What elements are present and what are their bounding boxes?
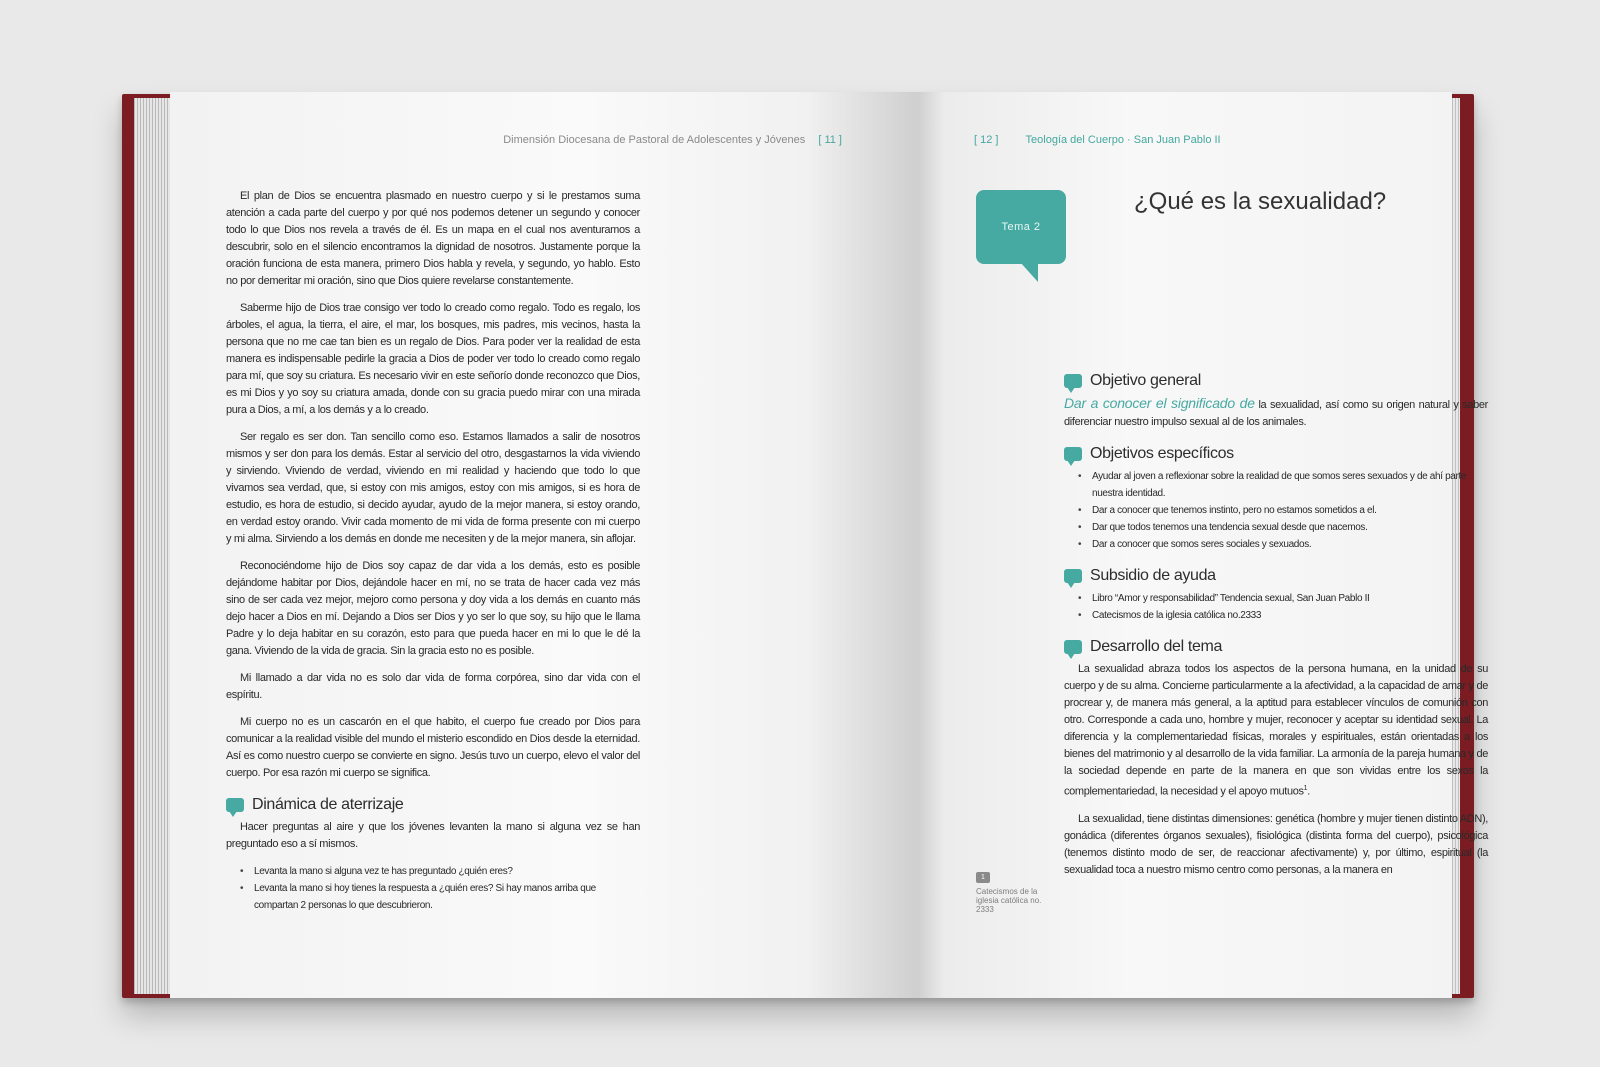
paragraph: Mi llamado a dar vida no es solo dar vida de forma corpórea, sino dar vida con el espíritu. (226, 672, 640, 701)
footnote-badge: 1 (976, 872, 990, 883)
speech-bubble-icon (1064, 447, 1082, 461)
section-title: Objetivo general (1090, 372, 1201, 389)
objetivo-rest: la sexualidad, así como su origen natural y saber diferenciar nuestro impulso sexual al de los animales. (1064, 399, 1488, 428)
bullet-list (226, 863, 640, 914)
paragraph: El plan de Dios se encuentra plasmado en nuestro cuerpo y si le prestamos suma atención a cada parte del cuerpo y por qué nos podemos detener un segundo y conocer todo lo que Dios nos revela a través de él. Es un mapa en el cual nos aventuramos a descubrir, solo en el silencio encontramos la dignidad de nosotros. Justamente porque la oración funciona de esta manera, primero Dios habla y revela, y segundo, yo hablo. Esto no por demeritar mi oración, sino que Dios quiere revelarse constantemente. (226, 190, 640, 287)
left-running-head (503, 134, 842, 146)
list-item: • Catecismos de la iglesia católica no.2333 (1092, 607, 1488, 624)
left-body (226, 188, 640, 914)
tema-badge (976, 190, 1066, 264)
speech-bubble-icon (226, 798, 244, 812)
margin-footnote (976, 872, 1044, 914)
left-page (170, 92, 918, 998)
footnote-ref: 1 (1303, 785, 1308, 792)
section-title: Objetivos específicos (1090, 445, 1234, 462)
list-item: • Dar que todos tenemos una tendencia sexual desde que nacemos. (1092, 519, 1488, 536)
desarrollo-text: La sexualidad abraza todos los aspectos de la persona humana, en la unidad de su cuerpo y de su alma. Concierne particularmente a la afectividad, a la capacidad de amar y de procrear y, de manera más general, a la aptitud para establecer vínculos de comunión con otro. Corresponde a cada uno, hombre y mujer, reconocer y aceptar su identidad sexual. La diferencia y la complementariedad físicas, morales y espirituales, están orientadas a los bienes del matrimonio y al desarrollo de la vida familiar. La armonía de la pareja humana y de la sociedad depende en parte de la manera en que son vividas entre los sexos la complementariedad, la necesidad y el apoyo mutuos (1064, 663, 1488, 798)
section-heading-objetivo-general (1064, 372, 1488, 389)
speech-bubble-icon (1064, 569, 1082, 583)
list-item: • Dar a conocer que tenemos instinto, pero no estamos sometidos a el. (1092, 502, 1488, 519)
right-page-number: [ 12 ] (974, 134, 999, 146)
paragraph: Ser regalo es ser don. Tan sencillo como eso. Estamos llamados a salir de nosotros mismos y ser don para los demás. Estar al servicio del otro, desgastarnos la vida viviendo y sirviendo. Viviendo de verdad, viviendo en mi realidad y haciendo que todo lo que vivamos sea verdad, que, si estoy con mis amigos, estoy con mis amigos, si es hora de estudio, es hora de estudio, si decido ayudar, ayudo de la mejor manera, si estoy orando, en verdad estoy orando. Vivir cada momento de mi vida de forma presente con mi cuerpo y mi alma. Sirviendo a los demás en donde me necesiten y de la mejor manera, sin aflojar. (226, 431, 640, 545)
right-running-head (974, 134, 1221, 146)
list-item: • Levanta la mano si alguna vez te has preguntado ¿quién eres? (254, 863, 640, 880)
footnote-text: Catecismos de la iglesia católica no. 2333 (976, 887, 1042, 914)
paragraph: La sexualidad abraza todos los aspectos de la persona humana, en la unidad de su cuerpo y de su alma. Concierne particularmente a la afectividad, a la capacidad de amar y de procrear y, de manera más general, a la aptitud para establecer vínculos de comunión con otro. Corresponde a cada uno, hombre y mujer, reconocer y aceptar su identidad sexual. La diferencia y la complementariedad físicas, morales y espirituales, están orientadas a los bienes del matrimonio y al desarrollo de la vida familiar. La armonía de la pareja humana y de la sociedad depende en parte de la manera en que son vividas entre los sexos la complementariedad, la necesidad y el apoyo mutuos$^1$. (1064, 663, 1488, 798)
list-item: • Libro “Amor y responsabilidad” Tendencia sexual, San Juan Pablo II (1092, 590, 1488, 607)
tema-badge-tail (1020, 262, 1038, 282)
tema-label: Tema 2 (1001, 221, 1041, 233)
chapter-title: ¿Qué es la sexualidad? (1134, 188, 1387, 215)
section-title: Subsidio de ayuda (1090, 567, 1216, 584)
bullet-list (1064, 468, 1488, 553)
section-title: Desarrollo del tema (1090, 638, 1223, 655)
paragraph: Hacer preguntas al aire y que los jóvenes levanten la mano si alguna vez se han preguntado eso a sí mismos. (226, 821, 640, 850)
objetivo-general-text (1064, 395, 1488, 431)
bullet-list (1064, 590, 1488, 624)
list-item: • Levanta la mano si hoy tienes la respuesta a ¿quién eres? Si hay manos arriba que compartan 2 personas lo que descubrieron. (254, 880, 640, 914)
speech-bubble-icon (1064, 640, 1082, 654)
page-edges-left (134, 98, 173, 994)
left-running-title: Dimensión Diocesana de Pastoral de Adolescentes y Jóvenes (503, 134, 806, 146)
open-book (122, 92, 1488, 998)
paragraph: La sexualidad, tiene distintas dimensiones: genética (hombre y mujer tienen distinto ADN), gonádica (diferentes órganos sexuales), fisiológica (distinta forma del cuerpo), psicológica (tenemos distinto modo de ser, de reaccionar afectivamente) y, por último, espiritual (la sexualidad toca a nuestro mismo centro como personas, a la manera en (1064, 812, 1488, 876)
section-title: Dinámica de aterrizaje (252, 796, 404, 813)
list-item: • Ayudar al joven a reflexionar sobre la realidad de que somos seres sexuados y de ahí parte nuestra identidad. (1092, 468, 1488, 502)
left-page-number: [ 11 ] (818, 134, 842, 146)
section-heading-subsidio (1064, 567, 1488, 584)
paragraph: Reconociéndome hijo de Dios soy capaz de dar vida a los demás, esto es posible dejándome habitar por Dios, dejándole hacer en mí, no se trata de hacer cada vez más sino de ser cada vez mejor, mejoro como persona y doy vida a los demás en cuanto más dejo hacer a Dios en mí. Dejando a Dios ser Dios y yo ser lo que soy, su hijo que le llama Padre y lo deja habitar en su corazón, esto para que pueda hacer en mi lo que le dé la gana. Viviendo de la vida de gracia. Sin la gracia esto no es posible. (226, 560, 640, 657)
section-heading-desarrollo (1064, 638, 1488, 655)
speech-bubble-icon (1064, 374, 1082, 388)
section-heading-dinamica (226, 796, 640, 813)
right-page (918, 92, 1488, 998)
section-heading-objetivos-especificos (1064, 445, 1488, 462)
right-body (1064, 372, 1488, 889)
paragraph: Mi cuerpo no es un cascarón en el que habito, el cuerpo fue creado por Dios para comunicar a la realidad visible del mundo el misterio escondido en Dios desde la eternidad. Así es como nuestro cuerpo se convierte en signo. Jesús tuvo un cuerpo, elevo el valor del cuerpo. Por esa razón mi cuerpo se significa. (226, 716, 640, 779)
list-item: • Dar a conocer que somos seres sociales y sexuados. (1092, 536, 1488, 553)
right-running-title: Teología del Cuerpo · San Juan Pablo II (1025, 134, 1221, 146)
objetivo-lead: Dar a conocer el significado de (1064, 395, 1255, 411)
paragraph: Saberme hijo de Dios trae consigo ver todo lo creado como regalo. Todo es regalo, los árboles, el agua, la tierra, el aire, el mar, los bosques, mis padres, mis vecinos, hasta la persona que no me cae tan bien es un regalo de Dios. Para poder ver la realidad de esta manera es indispensable pedirle la gracia a Dios de poder ver todo lo creado como regalo para mí, que soy su criatura. Es necesario vivir en este señorío donde reconozco que Dios, es mi Dios y yo soy su criatura amada, donde con su gracia puedo mirar con una mirada pura a Dios, a mí, a los demás y a lo creado. (226, 302, 640, 416)
